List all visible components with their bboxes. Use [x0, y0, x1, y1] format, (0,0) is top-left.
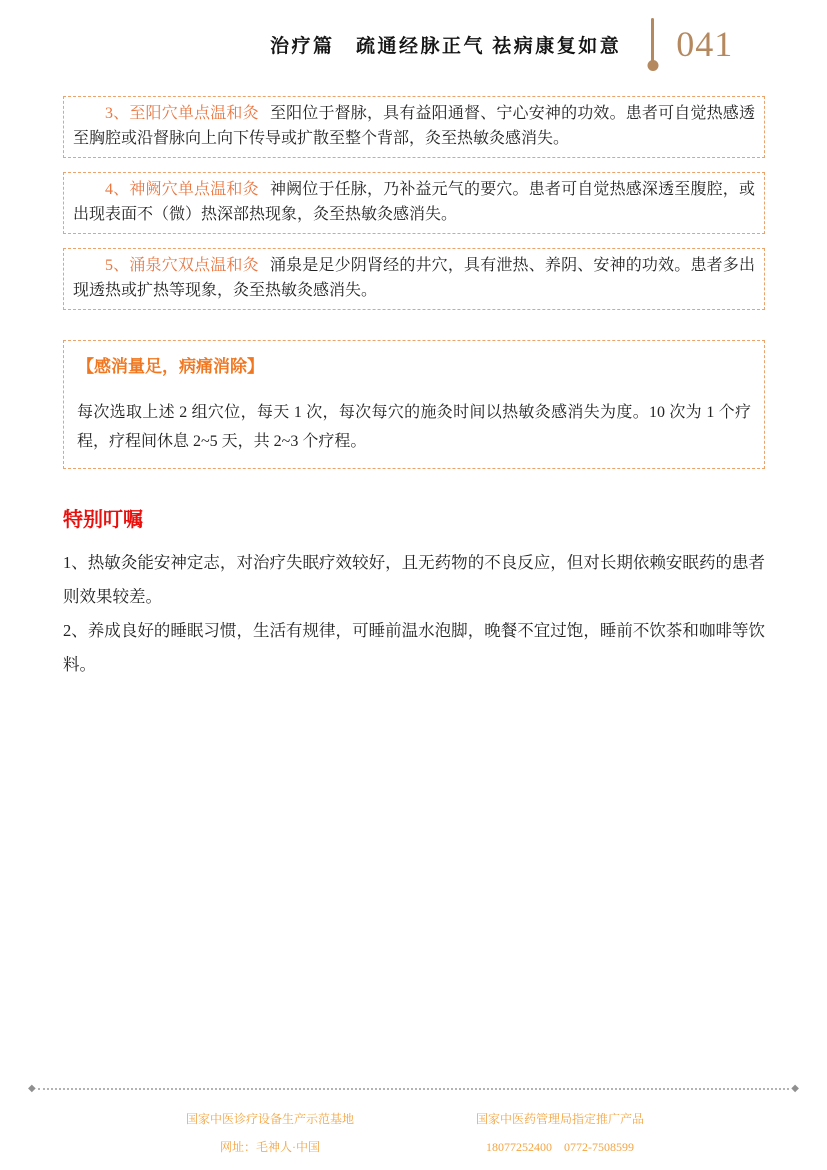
footer-phone-numbers: 18077252400 0772-7508599	[486, 1140, 634, 1154]
header-divider-line	[651, 18, 654, 62]
tip-item-2: 2、养成良好的睡眠习惯，生活有规律，可睡前温水泡脚，晚餐不宜过饱，睡前不饮茶和咖啡等饮料。	[63, 621, 765, 674]
acupoint-title: 5、涌泉穴双点温和灸	[105, 257, 259, 274]
acupoint-box-yongquan	[63, 248, 765, 310]
special-tips-heading: 特别叮嘱	[63, 509, 143, 531]
footer-left-column	[175, 1110, 365, 1166]
acupoint-paragraph	[73, 101, 755, 151]
footer-right-column	[460, 1110, 660, 1166]
footer-certification-label: 国家中医药管理局指定推广产品	[475, 1112, 644, 1126]
footer-columns	[0, 1110, 827, 1170]
acupoint-box-shenque	[63, 172, 765, 234]
footer-divider-rule	[28, 1082, 799, 1096]
acupoint-body: 涌泉是足少阴肾经的井穴，具有泄热、养阴、安神的功效。患者多出现透热或扩热等现象，灸至热敏灸感消失。	[73, 257, 755, 299]
acupoint-paragraph	[73, 253, 755, 303]
acupoint-title: 4、神阙穴单点温和灸	[105, 181, 259, 198]
footer-website: 网址：毛神人·中国	[220, 1140, 320, 1154]
footer-base-label: 国家中医诊疗设备生产示范基地	[185, 1112, 354, 1126]
page-number: 041	[676, 24, 734, 64]
dosage-summary-box	[63, 340, 765, 469]
summary-title: 【感消量足，病痛消除】	[77, 357, 264, 376]
diamond-icon: ◆	[28, 1083, 36, 1094]
diamond-icon: ◆	[791, 1083, 799, 1094]
chapter-title: 治疗篇 疏通经脉正气 祛病康复如意	[270, 35, 622, 57]
acupoint-body: 神阙位于任脉，乃补益元气的要穴。患者可自觉热感深透至腹腔，或出现表面不（微）热深部热现象，灸至热敏灸感消失。	[73, 181, 755, 223]
summary-body: 每次选取上述 2 组穴位，每天 1 次，每次每穴的施灸时间以热敏灸感消失为度。10 次为 1 个疗程，疗程间休息 2~5 天，共 2~3 个疗程。	[77, 404, 751, 450]
page-footer	[0, 1082, 827, 1170]
dotted-rule-line	[38, 1088, 790, 1090]
acupoint-box-zhiyang	[63, 96, 765, 158]
acupoint-body: 至阳位于督脉，具有益阳通督、宁心安神的功效。患者可自觉热感透至胸腔或沿督脉向上向下传导或扩散至整个背部，灸至热敏灸感消失。	[73, 105, 755, 147]
acupoint-paragraph	[73, 177, 755, 227]
main-content	[63, 96, 765, 682]
acupoint-title: 3、至阳穴单点温和灸	[105, 105, 259, 122]
tip-item-1: 1、热敏灸能安神定志，对治疗失眠疗效较好，且无药物的不良反应，但对长期依赖安眠药的患者则效果较差。	[63, 553, 765, 606]
header-divider-dot	[647, 60, 658, 71]
page-header	[270, 18, 733, 70]
